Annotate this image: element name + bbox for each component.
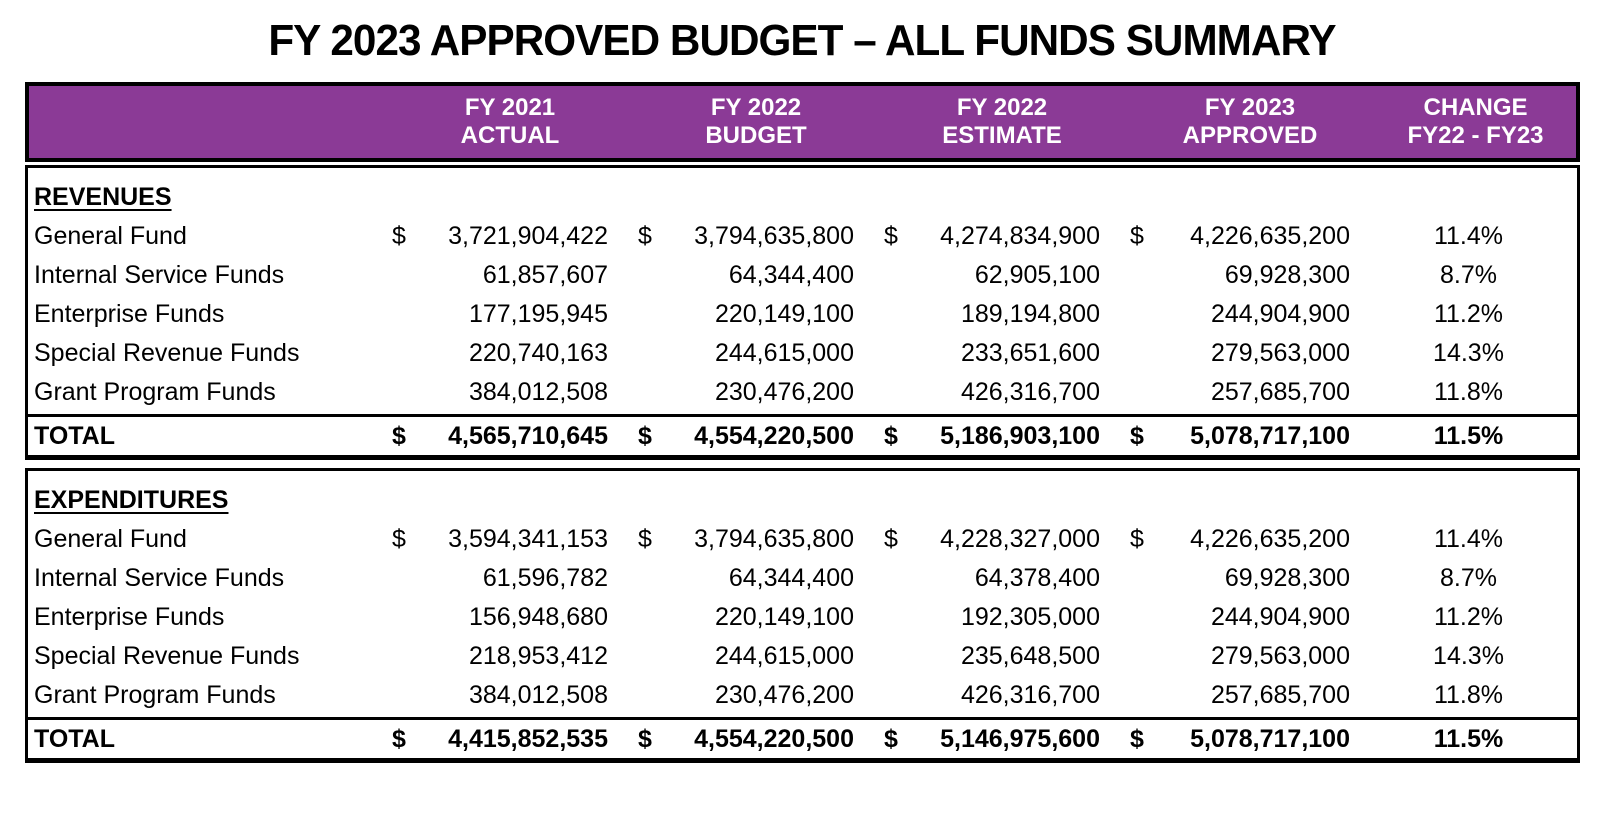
currency-symbol: $ (884, 421, 898, 450)
currency-symbol: $ (638, 222, 652, 250)
currency-symbol: $ (1130, 222, 1144, 250)
value-cell (632, 603, 878, 632)
currency-symbol: $ (392, 724, 406, 753)
table-row (28, 598, 1577, 637)
value-cell (386, 564, 632, 593)
value-cell (878, 261, 1124, 290)
value: 61,596,782 (482, 564, 608, 592)
value: 4,226,635,200 (1190, 525, 1350, 553)
value: 189,194,800 (960, 300, 1100, 328)
currency-symbol: $ (1130, 525, 1144, 553)
section-heading-row (28, 178, 1577, 217)
value: 69,928,300 (1224, 564, 1350, 592)
value-cell (632, 339, 878, 368)
value-cell (878, 642, 1124, 671)
table-sections (25, 165, 1580, 763)
value: 4,415,852,535 (448, 724, 608, 753)
currency-symbol: $ (392, 525, 406, 553)
header-cell-spacer (29, 86, 387, 160)
change-cell: 8.7% (1440, 564, 1497, 592)
section-heading-row (28, 481, 1577, 520)
value-cell (1124, 378, 1374, 407)
value: 5,078,717,100 (1190, 421, 1350, 450)
change-cell: 14.3% (1433, 339, 1504, 367)
value: 4,554,220,500 (694, 421, 854, 450)
value: 4,226,635,200 (1190, 222, 1350, 250)
value-cell (632, 725, 878, 754)
value-cell (878, 339, 1124, 368)
value-cell (878, 422, 1124, 451)
header-line1: FY 2022 (710, 94, 802, 121)
header-cell-change (1375, 86, 1576, 160)
change-cell: 14.3% (1433, 642, 1504, 670)
value-cell (878, 300, 1124, 329)
change-cell: 11.2% (1433, 300, 1504, 328)
value-cell (386, 222, 632, 251)
value-cell (386, 603, 632, 632)
total-row (28, 717, 1577, 758)
value: 3,721,904,422 (448, 222, 608, 250)
change-cell: 11.4% (1433, 222, 1504, 250)
value: 235,648,500 (960, 642, 1100, 670)
value: 5,186,903,100 (940, 421, 1100, 450)
value-cell (878, 525, 1124, 554)
change-cell: 11.5% (1433, 724, 1504, 753)
header-line2: FY22 - FY23 (1407, 122, 1544, 149)
table-row (28, 217, 1577, 256)
change-cell: 11.2% (1433, 603, 1504, 631)
value: 279,563,000 (1210, 642, 1350, 670)
header-line2: ACTUAL (460, 122, 560, 149)
row-label: Internal Service Funds (34, 564, 285, 592)
row-label: Special Revenue Funds (34, 642, 300, 670)
value-cell (878, 681, 1124, 710)
value: 220,149,100 (714, 603, 854, 631)
value: 4,565,710,645 (448, 421, 608, 450)
value: 244,904,900 (1210, 603, 1350, 631)
value: 4,554,220,500 (694, 724, 854, 753)
value-cell (386, 725, 632, 754)
currency-symbol: $ (392, 222, 406, 250)
row-label: General Fund (34, 222, 187, 250)
value-cell (1124, 681, 1374, 710)
change-cell: 11.8% (1433, 378, 1504, 406)
header-line1: FY 2021 (464, 94, 556, 121)
value-cell (878, 603, 1124, 632)
value: 244,615,000 (714, 339, 854, 367)
page-title: FY 2023 APPROVED BUDGET – ALL FUNDS SUMMARY (268, 16, 1336, 65)
value: 3,794,635,800 (694, 222, 854, 250)
row-label: Enterprise Funds (34, 603, 225, 631)
total-row (28, 414, 1577, 455)
table-row (28, 676, 1577, 715)
header-cell-fy2022-budget (633, 86, 879, 160)
section-heading: EXPENDITURES (34, 486, 229, 514)
value: 4,228,327,000 (940, 525, 1100, 553)
value: 384,012,508 (468, 681, 608, 709)
value-cell (632, 422, 878, 451)
table-row (28, 256, 1577, 295)
row-label: Enterprise Funds (34, 300, 225, 328)
value-cell (632, 642, 878, 671)
value-cell (386, 681, 632, 710)
value-cell (386, 339, 632, 368)
value-cell (1124, 422, 1374, 451)
value-cell (878, 222, 1124, 251)
currency-symbol: $ (638, 724, 652, 753)
value-cell (632, 300, 878, 329)
currency-symbol: $ (638, 525, 652, 553)
value: 257,685,700 (1210, 681, 1350, 709)
section-heading: REVENUES (34, 183, 172, 211)
value: 426,316,700 (960, 378, 1100, 406)
value: 426,316,700 (960, 681, 1100, 709)
value-cell (1124, 564, 1374, 593)
header-line2: APPROVED (1182, 122, 1318, 149)
value: 5,078,717,100 (1190, 724, 1350, 753)
value: 64,344,400 (728, 564, 854, 592)
header-cell-fy2021-actual (387, 86, 633, 160)
header-line1: FY 2023 (1204, 94, 1296, 121)
value: 218,953,412 (468, 642, 608, 670)
value-cell (1124, 261, 1374, 290)
value: 177,195,945 (468, 300, 608, 328)
value: 3,594,341,153 (448, 525, 608, 553)
change-cell: 8.7% (1440, 261, 1497, 289)
value: 192,305,000 (960, 603, 1100, 631)
value-cell (1124, 725, 1374, 754)
value: 279,563,000 (1210, 339, 1350, 367)
value: 64,378,400 (974, 564, 1100, 592)
value: 5,146,975,600 (940, 724, 1100, 753)
value-cell (878, 725, 1124, 754)
value-cell (1124, 222, 1374, 251)
value: 233,651,600 (960, 339, 1100, 367)
row-label: General Fund (34, 525, 187, 553)
value-cell (386, 261, 632, 290)
value: 257,685,700 (1210, 378, 1350, 406)
change-cell: 11.5% (1433, 421, 1504, 450)
value-cell (386, 642, 632, 671)
change-cell: 11.4% (1433, 525, 1504, 553)
budget-summary-page (0, 16, 1604, 824)
value: 220,740,163 (468, 339, 608, 367)
budget-table (25, 82, 1580, 763)
value: 230,476,200 (714, 681, 854, 709)
value-cell (878, 378, 1124, 407)
value-cell (386, 300, 632, 329)
currency-symbol: $ (884, 724, 898, 753)
value-cell (632, 564, 878, 593)
header-line2: BUDGET (705, 122, 807, 149)
value-cell (1124, 339, 1374, 368)
currency-symbol: $ (884, 222, 898, 250)
section-expenditures (25, 468, 1580, 763)
currency-symbol: $ (884, 525, 898, 553)
table-row (28, 637, 1577, 676)
value: 64,344,400 (728, 261, 854, 289)
value: 244,904,900 (1210, 300, 1350, 328)
header-cell-fy2023-approved (1125, 86, 1375, 160)
currency-symbol: $ (1130, 724, 1144, 753)
section-revenues (25, 165, 1580, 460)
table-row (28, 559, 1577, 598)
row-label: TOTAL (34, 724, 116, 753)
table-row (28, 295, 1577, 334)
value-cell (386, 378, 632, 407)
value: 384,012,508 (468, 378, 608, 406)
value-cell (386, 422, 632, 451)
value: 4,274,834,900 (940, 222, 1100, 250)
currency-symbol: $ (392, 421, 406, 450)
header-line2: ESTIMATE (942, 122, 1062, 149)
value-cell (1124, 300, 1374, 329)
value-cell (386, 525, 632, 554)
table-row (28, 334, 1577, 373)
value-cell (632, 261, 878, 290)
value-cell (632, 378, 878, 407)
table-row (28, 520, 1577, 559)
value: 244,615,000 (714, 642, 854, 670)
header-line1: CHANGE (1423, 94, 1528, 121)
value-cell (1124, 642, 1374, 671)
row-label: Special Revenue Funds (34, 339, 300, 367)
currency-symbol: $ (638, 421, 652, 450)
value: 3,794,635,800 (694, 525, 854, 553)
table-row (28, 373, 1577, 412)
value: 156,948,680 (468, 603, 608, 631)
value-cell (632, 222, 878, 251)
row-label: TOTAL (34, 421, 116, 450)
value: 220,149,100 (714, 300, 854, 328)
value: 62,905,100 (974, 261, 1100, 289)
value-cell (1124, 525, 1374, 554)
value-cell (632, 525, 878, 554)
value: 61,857,607 (482, 261, 608, 289)
row-label: Grant Program Funds (34, 378, 276, 406)
currency-symbol: $ (1130, 421, 1144, 450)
value-cell (878, 564, 1124, 593)
row-label: Internal Service Funds (34, 261, 285, 289)
value: 69,928,300 (1224, 261, 1350, 289)
change-cell: 11.8% (1433, 681, 1504, 709)
row-label: Grant Program Funds (34, 681, 276, 709)
value: 230,476,200 (714, 378, 854, 406)
header-cell-fy2022-estimate (879, 86, 1125, 160)
header-line1: FY 2022 (956, 94, 1048, 121)
table-header-row (25, 82, 1580, 162)
value-cell (632, 681, 878, 710)
value-cell (1124, 603, 1374, 632)
